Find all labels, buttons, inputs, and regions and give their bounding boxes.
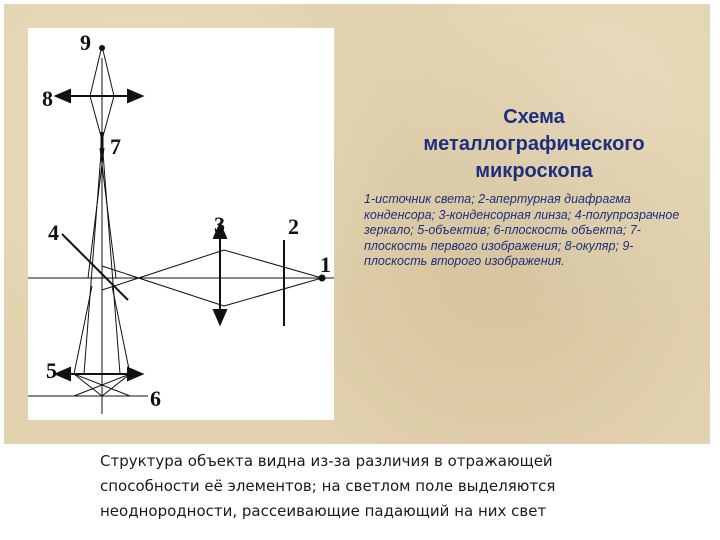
eyepiece-ray <box>102 46 114 96</box>
illumination-ray <box>102 266 224 306</box>
label-6: 6 <box>150 386 161 411</box>
label-7: 7 <box>110 134 121 159</box>
title-line-2: металлографического <box>423 133 645 155</box>
label-8: 8 <box>42 86 53 111</box>
illumination-ray <box>102 250 224 290</box>
title-line-1: Схема <box>503 106 565 128</box>
slide-title <box>374 104 694 185</box>
label-2: 2 <box>288 214 299 239</box>
label-1: 1 <box>320 252 331 277</box>
eyepiece-ray <box>90 96 102 140</box>
eyepiece-ray <box>90 46 102 96</box>
label-4: 4 <box>48 220 59 245</box>
microscope-diagram <box>28 28 334 420</box>
label-3: 3 <box>214 212 225 237</box>
semi-transparent-mirror <box>62 234 128 300</box>
objective-arrow-right <box>128 368 142 380</box>
illumination-ray <box>224 250 322 278</box>
diagram-legend: 1-источник света; 2-апертурная диафрагма конденсора; 3-конденсорная линза; 4-полупрозрачное зеркало; 5-объектив; 6-плоскость объекта; 7-плоскость первого изображения; 8-окуляр; 9-плоскость второго изображения. <box>364 192 680 268</box>
objective-ray <box>74 374 102 396</box>
caption-line-3: неоднородности, рассеивающие падающий на них свет <box>100 502 547 520</box>
objective-ray <box>102 374 130 396</box>
label-5: 5 <box>46 358 57 383</box>
title-line-3: микроскопа <box>475 160 593 182</box>
eyepiece-arrow-right <box>128 90 142 102</box>
caption-line-1: Структура объекта видна из-за различия в отражающей <box>100 452 553 470</box>
label-9: 9 <box>80 30 91 55</box>
condenser-lens-arrow-bottom <box>214 310 226 324</box>
image-ray <box>84 140 102 374</box>
caption-text <box>100 449 620 524</box>
objective-arrow-left <box>56 368 70 380</box>
caption-line-2: способности её элементов; на светлом поле выделяются <box>100 477 556 495</box>
eyepiece-arrow-left <box>56 90 70 102</box>
image-ray <box>102 140 120 374</box>
second-image-point <box>100 46 104 50</box>
slide-background <box>4 4 710 444</box>
optical-scheme <box>28 28 334 420</box>
illumination-ray <box>224 278 322 306</box>
